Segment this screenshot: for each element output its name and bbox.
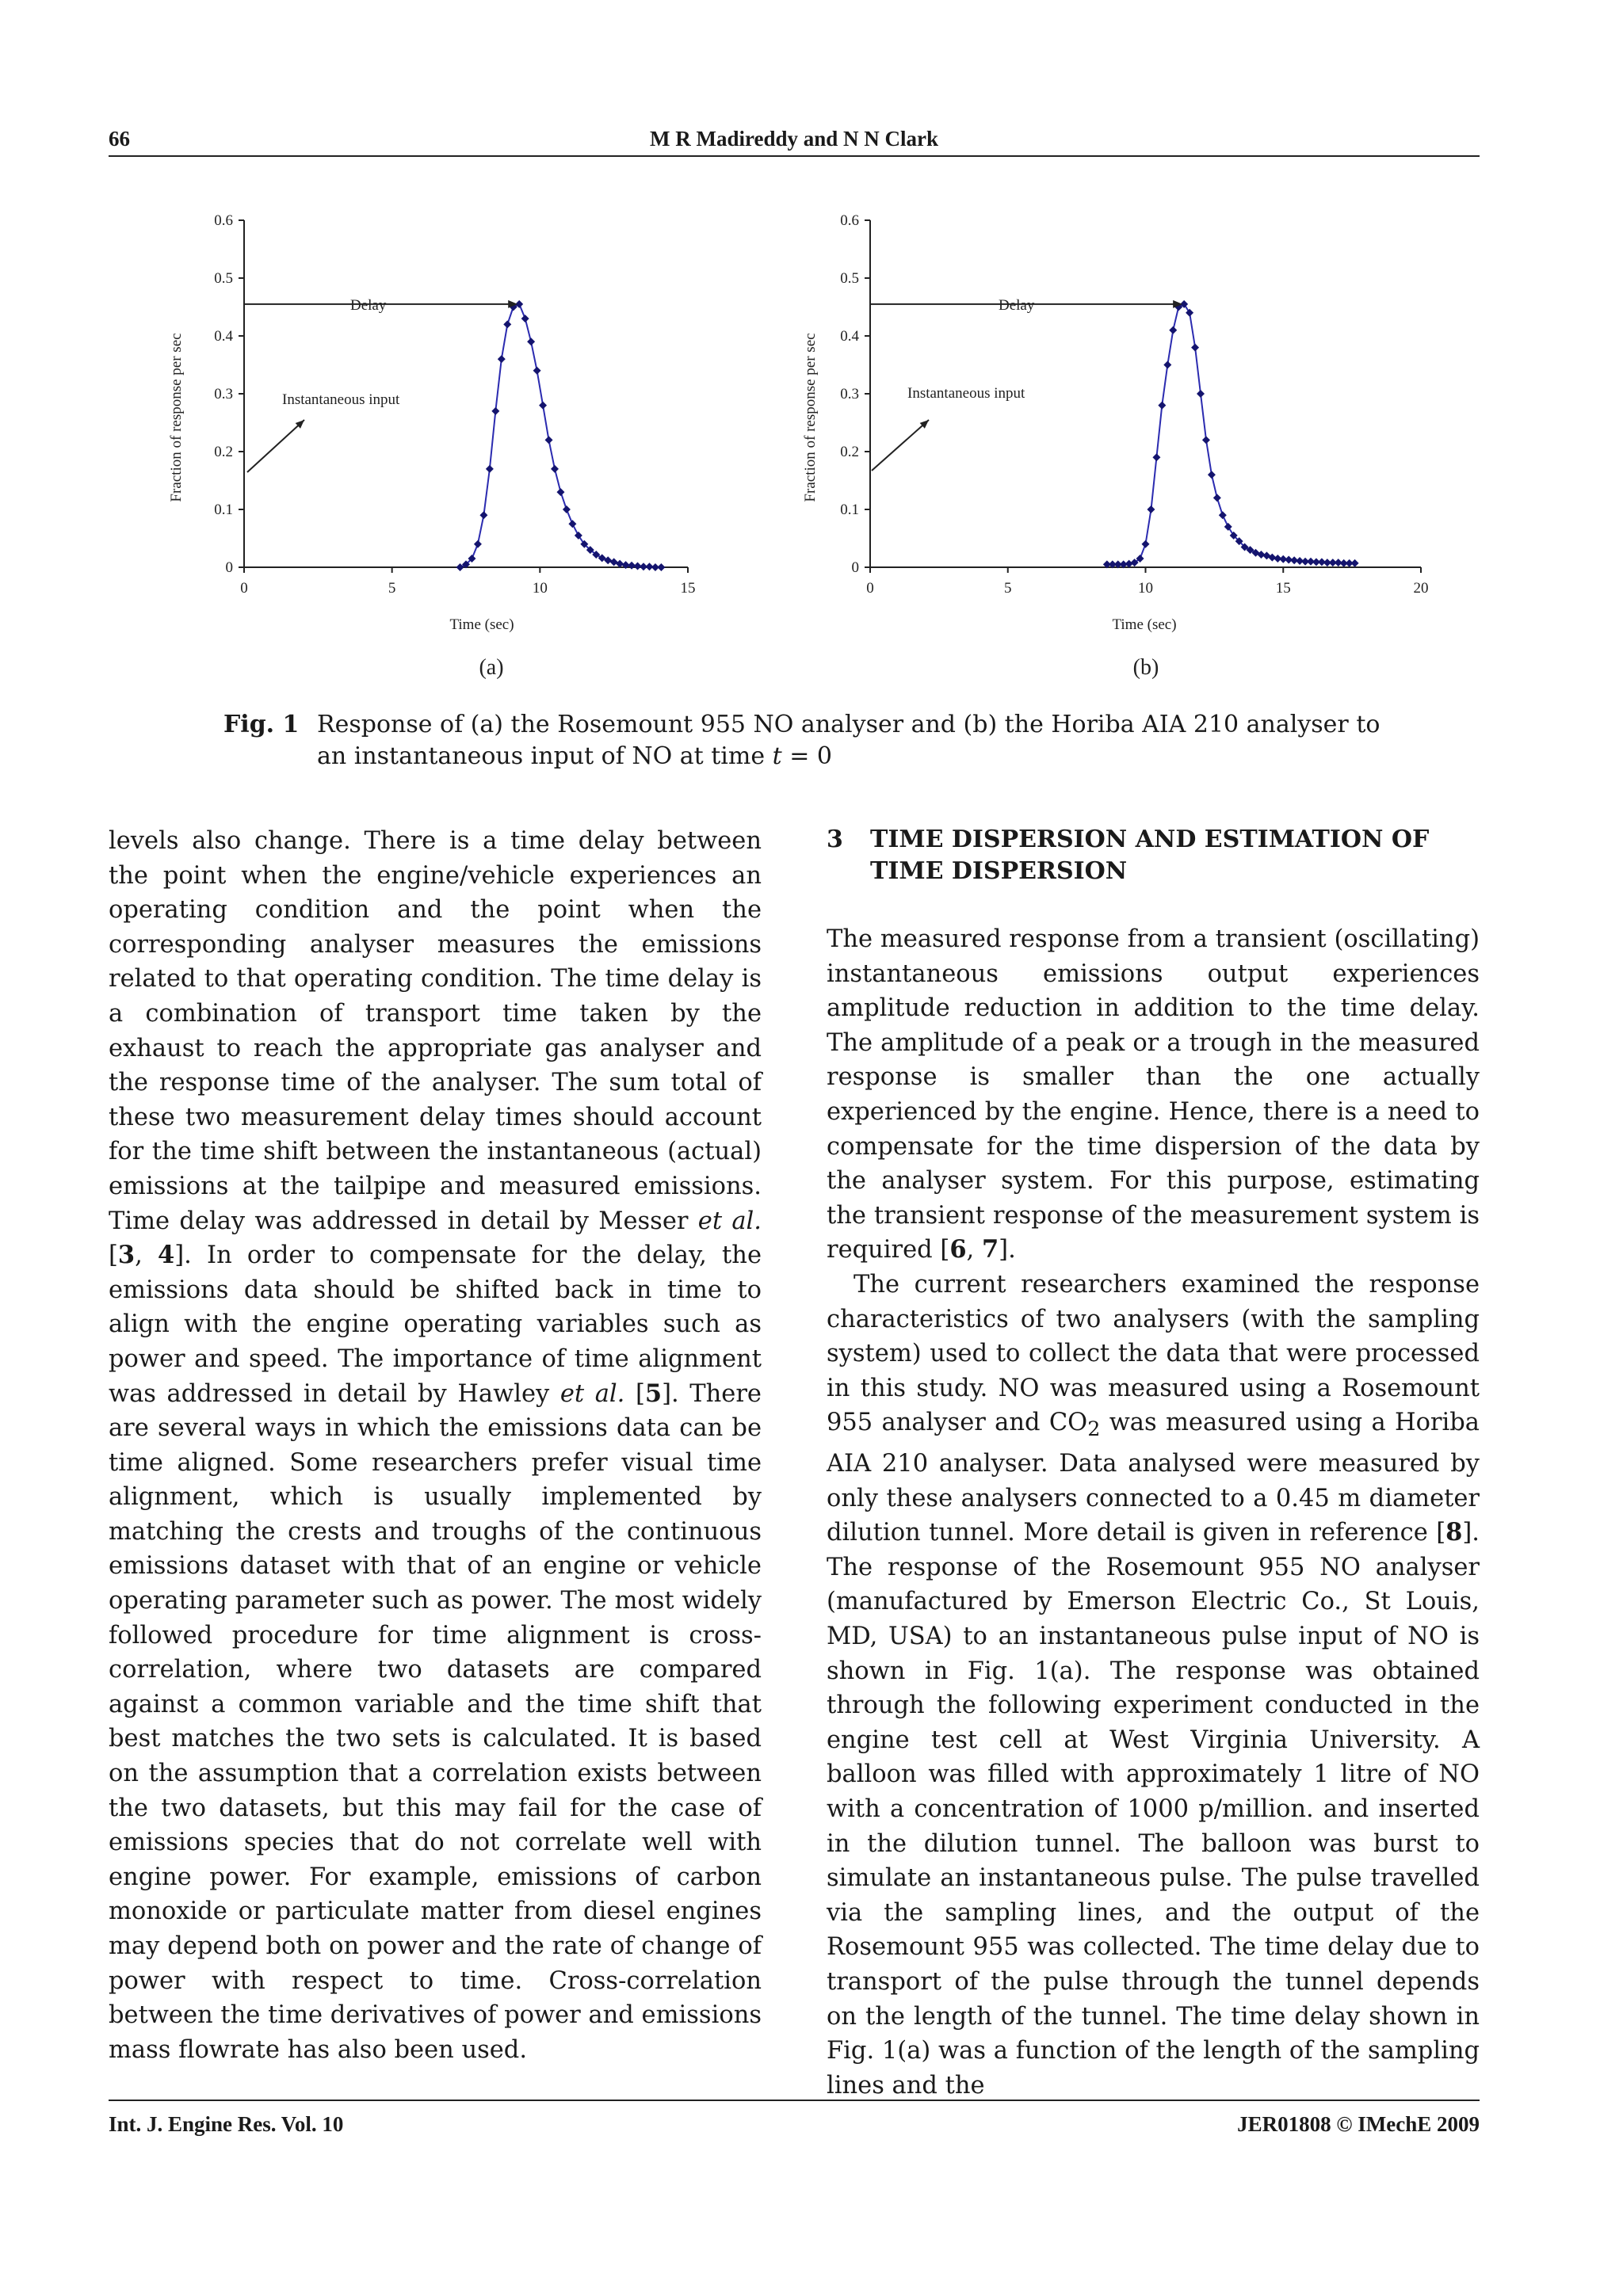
y-tick-label: 0.1: [214, 502, 233, 518]
input-annotation: Instantaneous input: [907, 385, 1025, 402]
chart-panel-a: [168, 212, 696, 680]
data-point: [474, 540, 482, 548]
x-tick-label: 0: [866, 580, 874, 597]
data-point: [1152, 453, 1160, 461]
y-tick-label: 0.5: [840, 270, 859, 287]
y-tick-label: 0.1: [840, 502, 859, 518]
data-point: [610, 558, 618, 566]
right-paragraph-2: [827, 1268, 1480, 2103]
right-column: [827, 824, 1480, 2103]
text-run: [: [624, 1379, 645, 1408]
data-point: [563, 505, 571, 513]
data-point: [1351, 559, 1359, 567]
y-tick-label: 0.6: [214, 212, 233, 229]
data-point: [1186, 309, 1193, 317]
citation-4: 4: [158, 1241, 175, 1270]
section-number: 3: [827, 826, 843, 853]
input-arrow-line: [872, 420, 929, 471]
x-tick-label: 5: [388, 580, 396, 597]
figure-1-svg: [151, 212, 1450, 697]
data-point: [551, 465, 559, 473]
et-al: et al.: [697, 1207, 762, 1235]
x-tick-label: 15: [680, 580, 696, 597]
data-point: [521, 315, 529, 322]
page-number: 66: [109, 127, 130, 151]
data-point: [1163, 361, 1171, 369]
data-point: [479, 511, 487, 519]
journal-info: Int. J. Engine Res. Vol. 10: [109, 2112, 344, 2136]
text-run: ]. There are several ways in which the emissions data can be time aligned. Some researchers prefer visual time alignment, which is usually implemented by matching the crests and troughs of the continuous emissions dataset with that of an engine or vehicle operating parameter such as power. The most widely followed procedure for time alignment is cross-correlation, where two datasets are compared against a common variable and the time shift that best matches the two sets is calculated. It is based on the assumption that a correlation exists between the two datasets, but this may fail for the case of emissions species that do not correlate well with engine power. For example, emissions of carbon monoxide or particulate matter from diesel engines may depend both on power and the rate of change of power with respect to time. Cross-correlation between the time derivatives of power and emissions mass flowrate has also been used.: [109, 1379, 762, 2064]
data-point: [491, 407, 499, 415]
y-tick-label: 0.5: [214, 270, 233, 287]
x-tick-label: 20: [1413, 580, 1429, 597]
text-run: ,: [966, 1236, 982, 1264]
x-axis-label: Time (sec): [449, 616, 514, 633]
text-run: ].: [999, 1236, 1016, 1264]
panel-label: (a): [479, 655, 504, 680]
section-heading: [827, 824, 1480, 887]
data-point: [1219, 511, 1227, 519]
x-axis-label: Time (sec): [1112, 616, 1177, 633]
right-paragraph-1: [827, 922, 1480, 1268]
data-point: [1191, 344, 1199, 352]
data-point: [486, 465, 494, 473]
data-point: [1208, 471, 1216, 479]
data-point: [545, 436, 553, 444]
y-tick-label: 0.2: [840, 444, 859, 460]
data-point: [498, 355, 506, 363]
text-run: ]. The response of the Rosemount 955 NO analyser (manufactured by Emerson Electric Co., St Louis, MD, USA) to an instantaneous pulse input of NO is shown in Fig. 1(a). The response was obtained through the following experiment conducted in the engine test cell at West Virginia University. A balloon was filled with approximately 1 litre of NO with a concentration of 1000 p/million. and inserted in the dilution tunnel. The balloon was burst to simulate an instantaneous pulse. The pulse travelled via the sampling lines, and the output of the Rosemount 955 was collected. The time delay due to transport of the pulse through the tunnel depends on the length of the tunnel. The time delay shown in Fig. 1(a) was a function of the length of the sampling lines and the: [827, 1519, 1480, 2100]
caption-text-b: = 0: [781, 742, 832, 770]
y-tick-label: 0: [851, 559, 859, 576]
series-line: [460, 304, 662, 567]
x-tick-label: 10: [1138, 580, 1153, 597]
y-axis-label: Fraction of response per sec: [802, 333, 819, 502]
data-point: [527, 338, 535, 345]
caption-text-a: Response of (a) the Rosemount 955 NO analyser and (b) the Horiba AIA 210 analyser to an instantaneous input of NO at time: [317, 711, 1381, 770]
data-point: [533, 367, 541, 375]
series-line: [1107, 304, 1355, 565]
caption-variable: t: [772, 742, 782, 770]
y-tick-label: 0.3: [840, 386, 859, 402]
citation-8: 8: [1445, 1518, 1463, 1547]
et-al: et al.: [559, 1379, 625, 1408]
figure-1: [151, 212, 1450, 697]
citation-3: 3: [117, 1241, 136, 1270]
figure-label: Fig. 1: [223, 711, 300, 738]
data-point: [657, 563, 665, 571]
x-tick-label: 5: [1004, 580, 1012, 597]
data-point: [1158, 402, 1166, 410]
text-run: was measured using a Horiba AIA 210 analyser. Data analysed were measured by only these analysers connected to a 0.45 m diameter dilution tunnel. More detail is given in reference [: [827, 1409, 1480, 1547]
data-point: [1213, 494, 1221, 502]
subscript: 2: [1087, 1417, 1101, 1441]
text-run: [: [109, 1241, 118, 1270]
text-run: ,: [135, 1241, 158, 1270]
y-tick-label: 0.4: [840, 328, 859, 345]
page-footer: [109, 2100, 1480, 2138]
citation-6: 6: [949, 1235, 967, 1264]
data-point: [1224, 523, 1232, 531]
running-head: [109, 119, 1480, 157]
data-point: [1142, 540, 1150, 548]
x-tick-label: 10: [532, 580, 548, 597]
text-run: ]. In order to compensate for the delay, the emissions data should be shifted back in time to align with the engine operating variables such as power and speed. The importance of time alignment was addressed in detail by Hawley: [109, 1241, 762, 1408]
left-column: [109, 824, 762, 2067]
y-tick-label: 0.2: [214, 444, 233, 460]
data-point: [568, 520, 576, 528]
citation-7: 7: [981, 1235, 999, 1264]
article-code: JER01808 © IMechE 2009: [1237, 2112, 1480, 2136]
text-run: The current researchers examined the response characteristics of two analysers (with the sampling system) used to collect the data that were processed in this study. NO was measured using a Rosemount 955 analyser and CO: [827, 1270, 1480, 1437]
citation-5: 5: [644, 1379, 663, 1408]
panel-label: (b): [1132, 655, 1159, 680]
y-tick-label: 0: [225, 559, 233, 576]
data-point: [539, 402, 547, 410]
y-tick-label: 0.6: [840, 212, 859, 229]
y-tick-label: 0.3: [214, 386, 233, 402]
chart-panel-b: [802, 212, 1429, 680]
delay-annotation: Delay: [350, 297, 387, 314]
figure-caption: [223, 709, 1412, 772]
data-point: [1202, 436, 1210, 444]
input-annotation: Instantaneous input: [282, 391, 400, 408]
data-point: [1147, 505, 1155, 513]
x-tick-label: 15: [1275, 580, 1291, 597]
data-point: [1169, 326, 1177, 334]
y-tick-label: 0.4: [214, 328, 233, 345]
left-paragraph: [109, 824, 762, 2067]
y-axis-label: Fraction of response per sec: [168, 333, 185, 502]
running-authors: M R Madireddy and N N Clark: [649, 127, 939, 151]
data-point: [503, 320, 511, 328]
input-arrow-line: [247, 420, 304, 472]
figure-caption-text: [317, 709, 1412, 772]
section-title: TIME DISPERSION AND ESTIMATION OF TIME DISPERSION: [870, 826, 1430, 885]
text-run: The measured response from a transient (oscillating) instantaneous emissions output experiences amplitude reduction in addition to the time delay. The amplitude of a peak or a trough in the measured response is smaller than the one actually experienced by the engine. Hence, there is a need to compensate for the time dispersion of the data by the analyser system. For this purpose, estimating the transient response of the measurement system is required [: [827, 925, 1480, 1264]
delay-annotation: Delay: [999, 297, 1035, 314]
data-point: [556, 488, 564, 496]
text-run: levels also change. There is a time delay between the point when the engine/vehicle experiences an operating condition and the point when the corresponding analyser measures the emissions related to that operating condition. The time delay is a combination of transport time taken by the exhaust to reach the appropriate gas analyser and the response time of the analyser. The sum total of these two measurement delay times should account for the time shift between the instantaneous (actual) emissions at the tailpipe and measured emissions. Time delay was addressed in detail by Messer: [109, 827, 762, 1235]
data-point: [1197, 390, 1205, 398]
x-tick-label: 0: [240, 580, 248, 597]
